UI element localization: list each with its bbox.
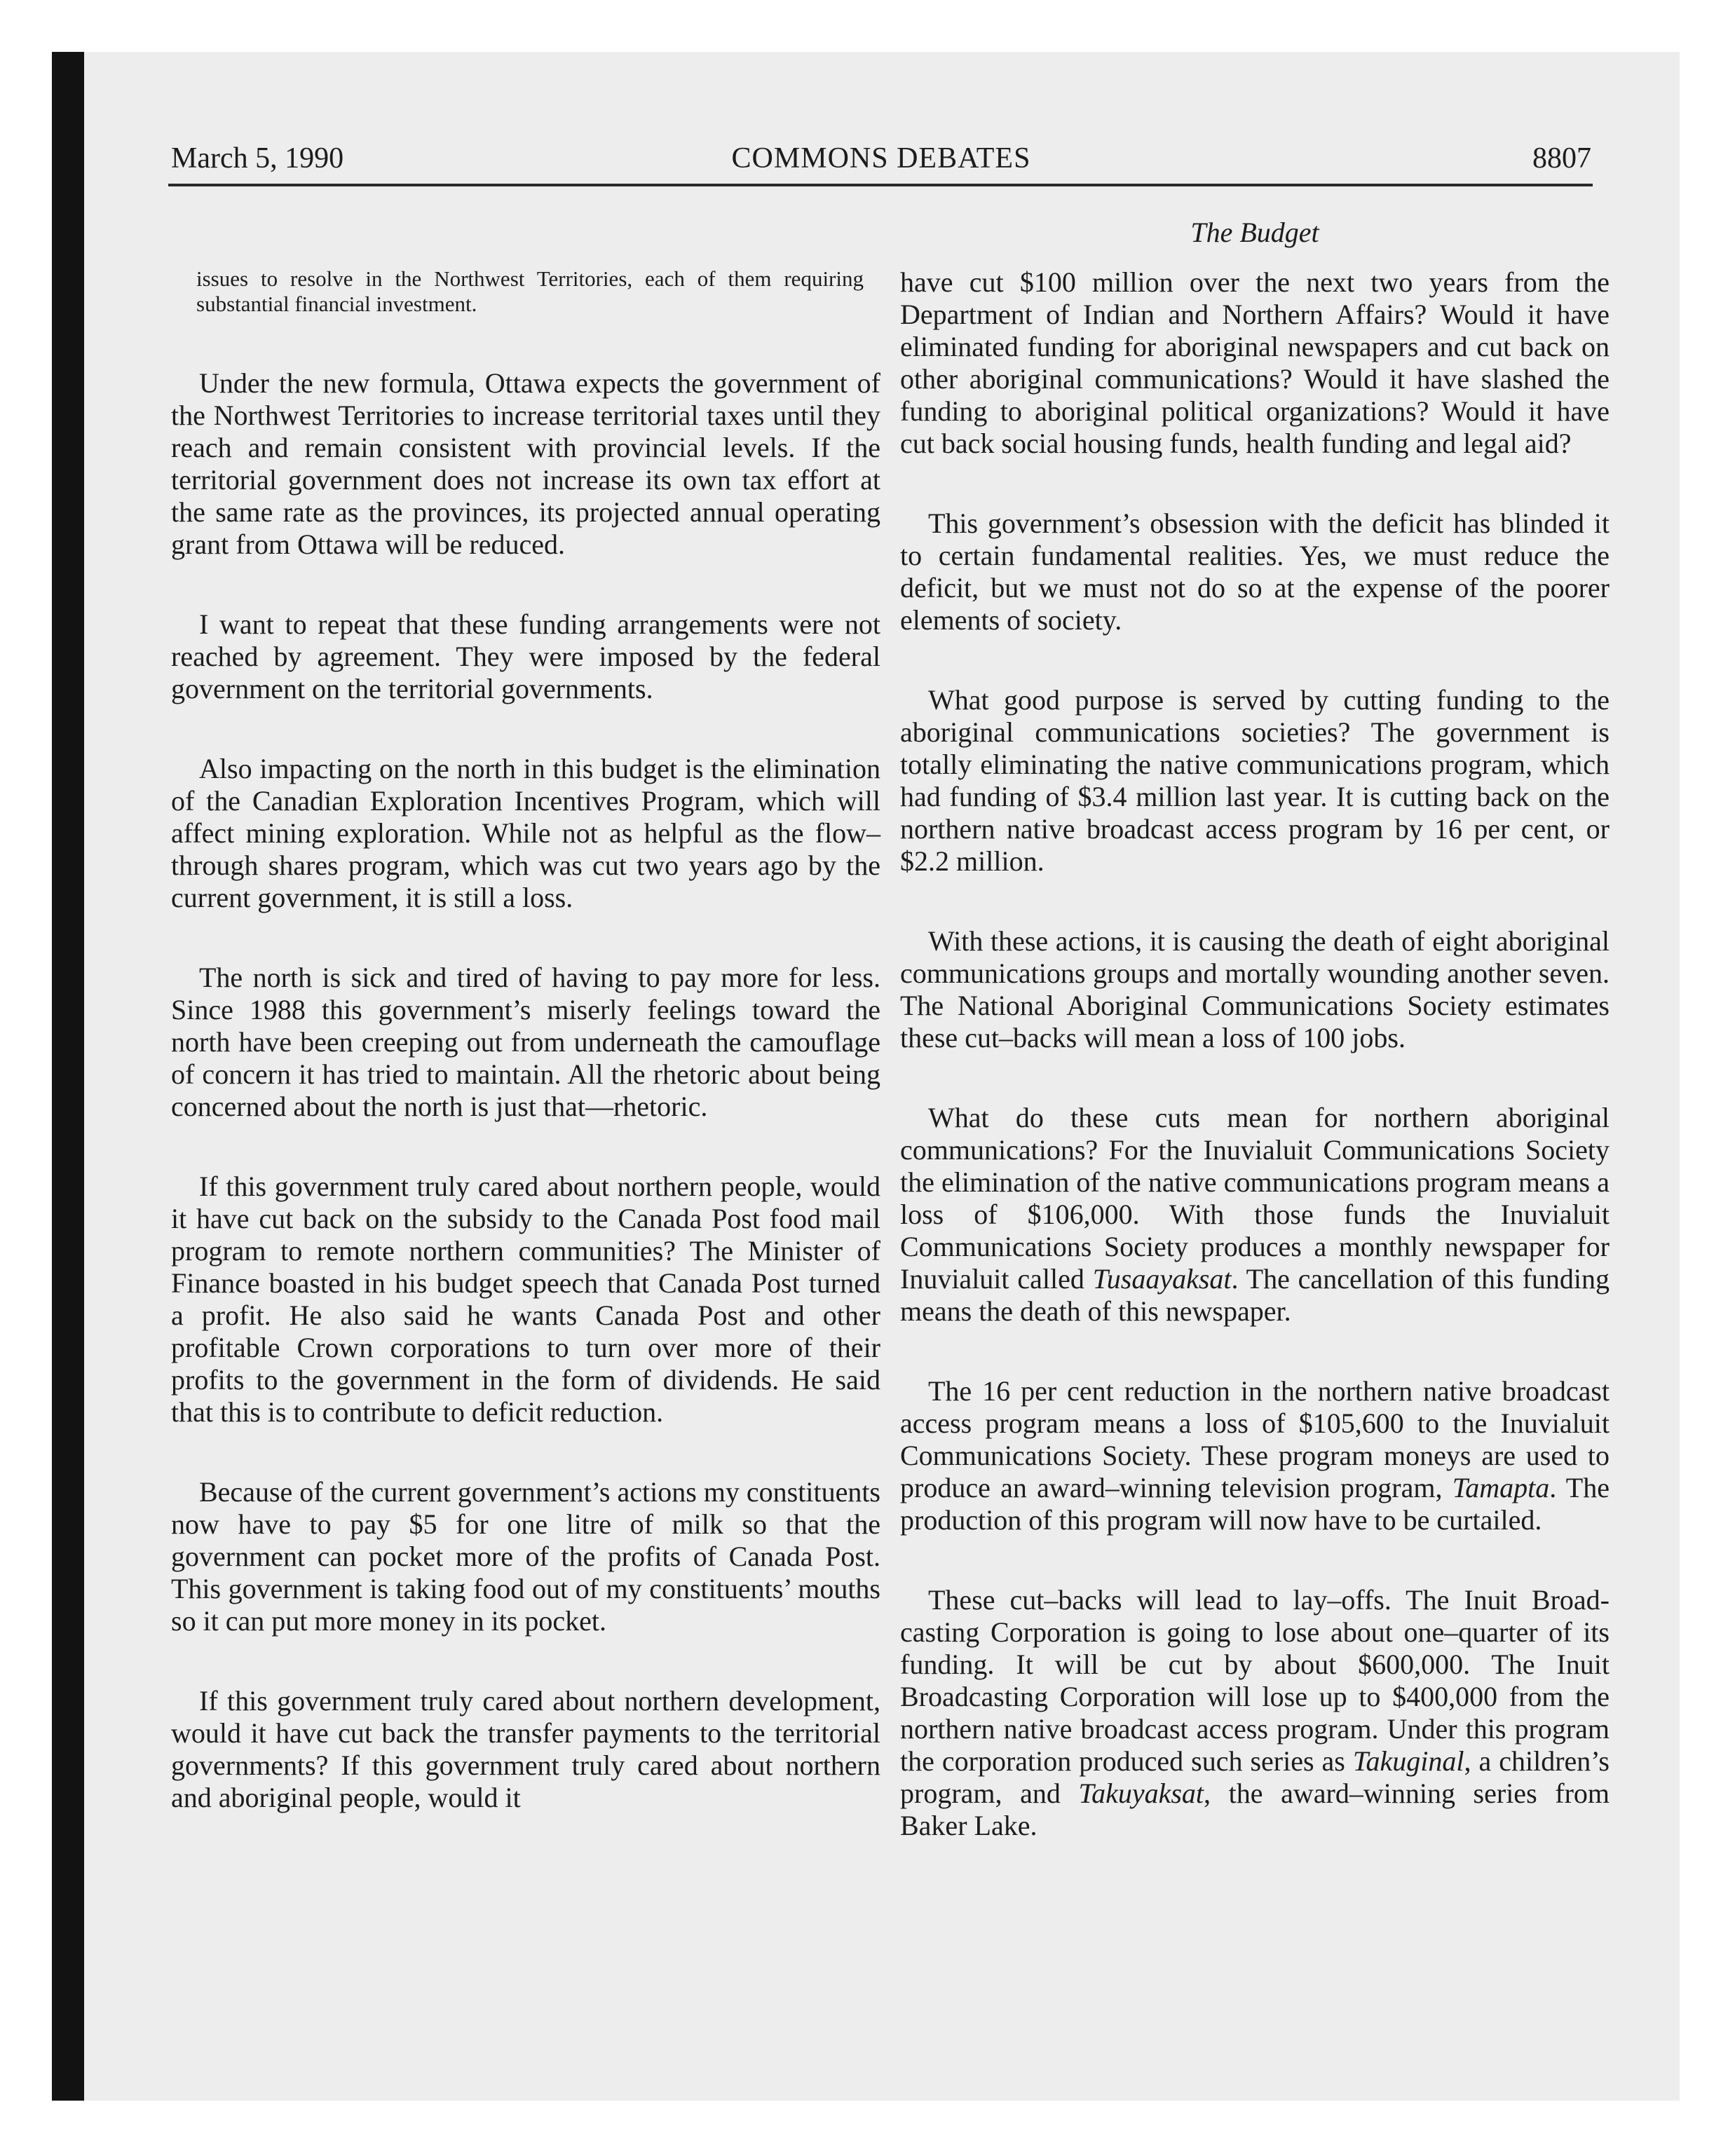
text-run: . The cancellation of this funding means the death of this newspaper. — [900, 1263, 1610, 1327]
paragraph: Also impacting on the north in this budget is the elimination of the Canadian Exploration Incentives Program, which will affect mining exploration. While not as helpful as the flow–through shares program, which was cut two years ago by the current government, it is still a loss. — [171, 753, 880, 913]
program-title: Tamapta — [1452, 1472, 1550, 1503]
page-number: 8807 — [1532, 142, 1591, 175]
paragraph-inuit — [900, 1584, 1610, 1842]
text-run: . The production of this program will now have to be curtailed. — [900, 1472, 1610, 1536]
paragraph: What good purpose is served by cutting funding to the aboriginal communications societies? The government is totally eliminating the native communications program, which had funding of $3.4 million last year. It is cutting back on the northern native broadcast access program by 16 per cent, or $2.2 million. — [900, 684, 1610, 877]
paragraph-tusaayaksat — [900, 1102, 1610, 1328]
paragraph: This government’s obsession with the deficit has blinded it to certain fundamental realities. Yes, we must reduce the deficit, but we must not do so at the expense of the poorer elements of society. — [900, 507, 1610, 636]
paragraph: The north is sick and tired of having to pay more for less. Since 1988 this government’s miserly feelings toward the north have been creeping out from underneath the camouflage of concern it has tried to maintain. All the rhetoric about being concerned about the north is just that—rhetoric. — [171, 962, 880, 1122]
text-run: , a children’s program, and — [900, 1745, 1610, 1809]
newspaper-title: Tusaayaksat — [1092, 1263, 1232, 1295]
scan-border — [52, 52, 84, 2101]
text-run: These cut–backs will lead to lay–offs. The Inuit Broadcasting Corporation is going to lose about one–quarter of its funding. It will be cut by about $600,000. The Inuit Broadcasting Corporation will lose up to $400,000 from the northern native broadcast access program. Under this program the corporation produced such series as — [900, 1584, 1610, 1777]
paragraph: With these actions, it is causing the death of eight aboriginal communications groups and mortally wounding another seven. The National Aboriginal Communications Society estimates these cut–backs will mean a loss of 100 jobs. — [900, 925, 1610, 1053]
quoted-text: issues to resolve in the Northwest Territories, each of them requiring substantial financial investment. — [196, 266, 864, 316]
header-rule — [168, 184, 1593, 186]
paragraph: If this government truly cared about northern people, would it have cut back on the subsidy to the Canada Post food mail program to remote northern communities? The Minister of Finance boasted in his budget speech that Canada Post turned a profit. He also said he wants Canada Post and other profitable Crown corporations to turn over more of their profits to the government in the form of dividends. He said that this is to contribute to deficit reduction. — [171, 1171, 880, 1428]
header-date: March 5, 1990 — [171, 142, 344, 175]
paragraph-continued: have cut $100 million over the next two years from the Department of Indian and Northern Affairs? Would it have eliminated funding for aboriginal newspapers and cut back on other aboriginal communications? Would it have slashed the funding to aboriginal political organizations? Would it have cut back social housing funds, health funding and legal aid? — [900, 266, 1610, 459]
paragraph: I want to repeat that these funding arrangements were not reached by agreement. They were imposed by the federal government on the territorial governments. — [171, 608, 880, 704]
text-run: The 16 per cent reduction in the northern native broadcast access program means a loss of $105,600 to the Inuvialuit Communications Society. These program moneys are used to produce an award–winning television program, — [900, 1375, 1610, 1503]
publication-title: COMMONS DEBATES — [731, 142, 1031, 175]
paragraph-tamapta — [900, 1375, 1610, 1536]
right-column — [900, 210, 1610, 1890]
series-title: Takuyaksat — [1078, 1778, 1204, 1809]
series-title: Takuginal — [1352, 1745, 1464, 1777]
page-header — [171, 137, 1591, 179]
text-run: , the award–winning series from Baker Lake. — [900, 1778, 1610, 1841]
paragraph: Because of the current government’s actions my constituents now have to pay $5 for one litre of milk so that the government can pocket more of the profits of Canada Post. This government is taking food out of my constituents’ mouths so it can put more money in its pocket. — [171, 1476, 880, 1637]
text-run: What do these cuts mean for northern aboriginal communications? For the Inuvialuit Communications Society the elimination of the native communications program means a loss of $106,000. With those funds the Inuvialuit Communications Society produces a monthly newspaper for Inuvialuit called — [900, 1102, 1610, 1295]
paragraph: Under the new formula, Ottawa expects the government of the Northwest Territories to increase territorial taxes until they reach and remain consistent with provincial levels. If the territorial government does not increase its own tax effort at the same rate as the provinces, its projected annual operating grant from Ottawa will be reduced. — [171, 367, 880, 560]
section-label: The Budget — [1190, 217, 1319, 248]
paragraph: If this government truly cared about northern development, would it have cut back the transfer payments to the territorial governments? If this government truly cared about northern and aboriginal people, would it — [171, 1685, 880, 1813]
left-column — [171, 210, 880, 1862]
